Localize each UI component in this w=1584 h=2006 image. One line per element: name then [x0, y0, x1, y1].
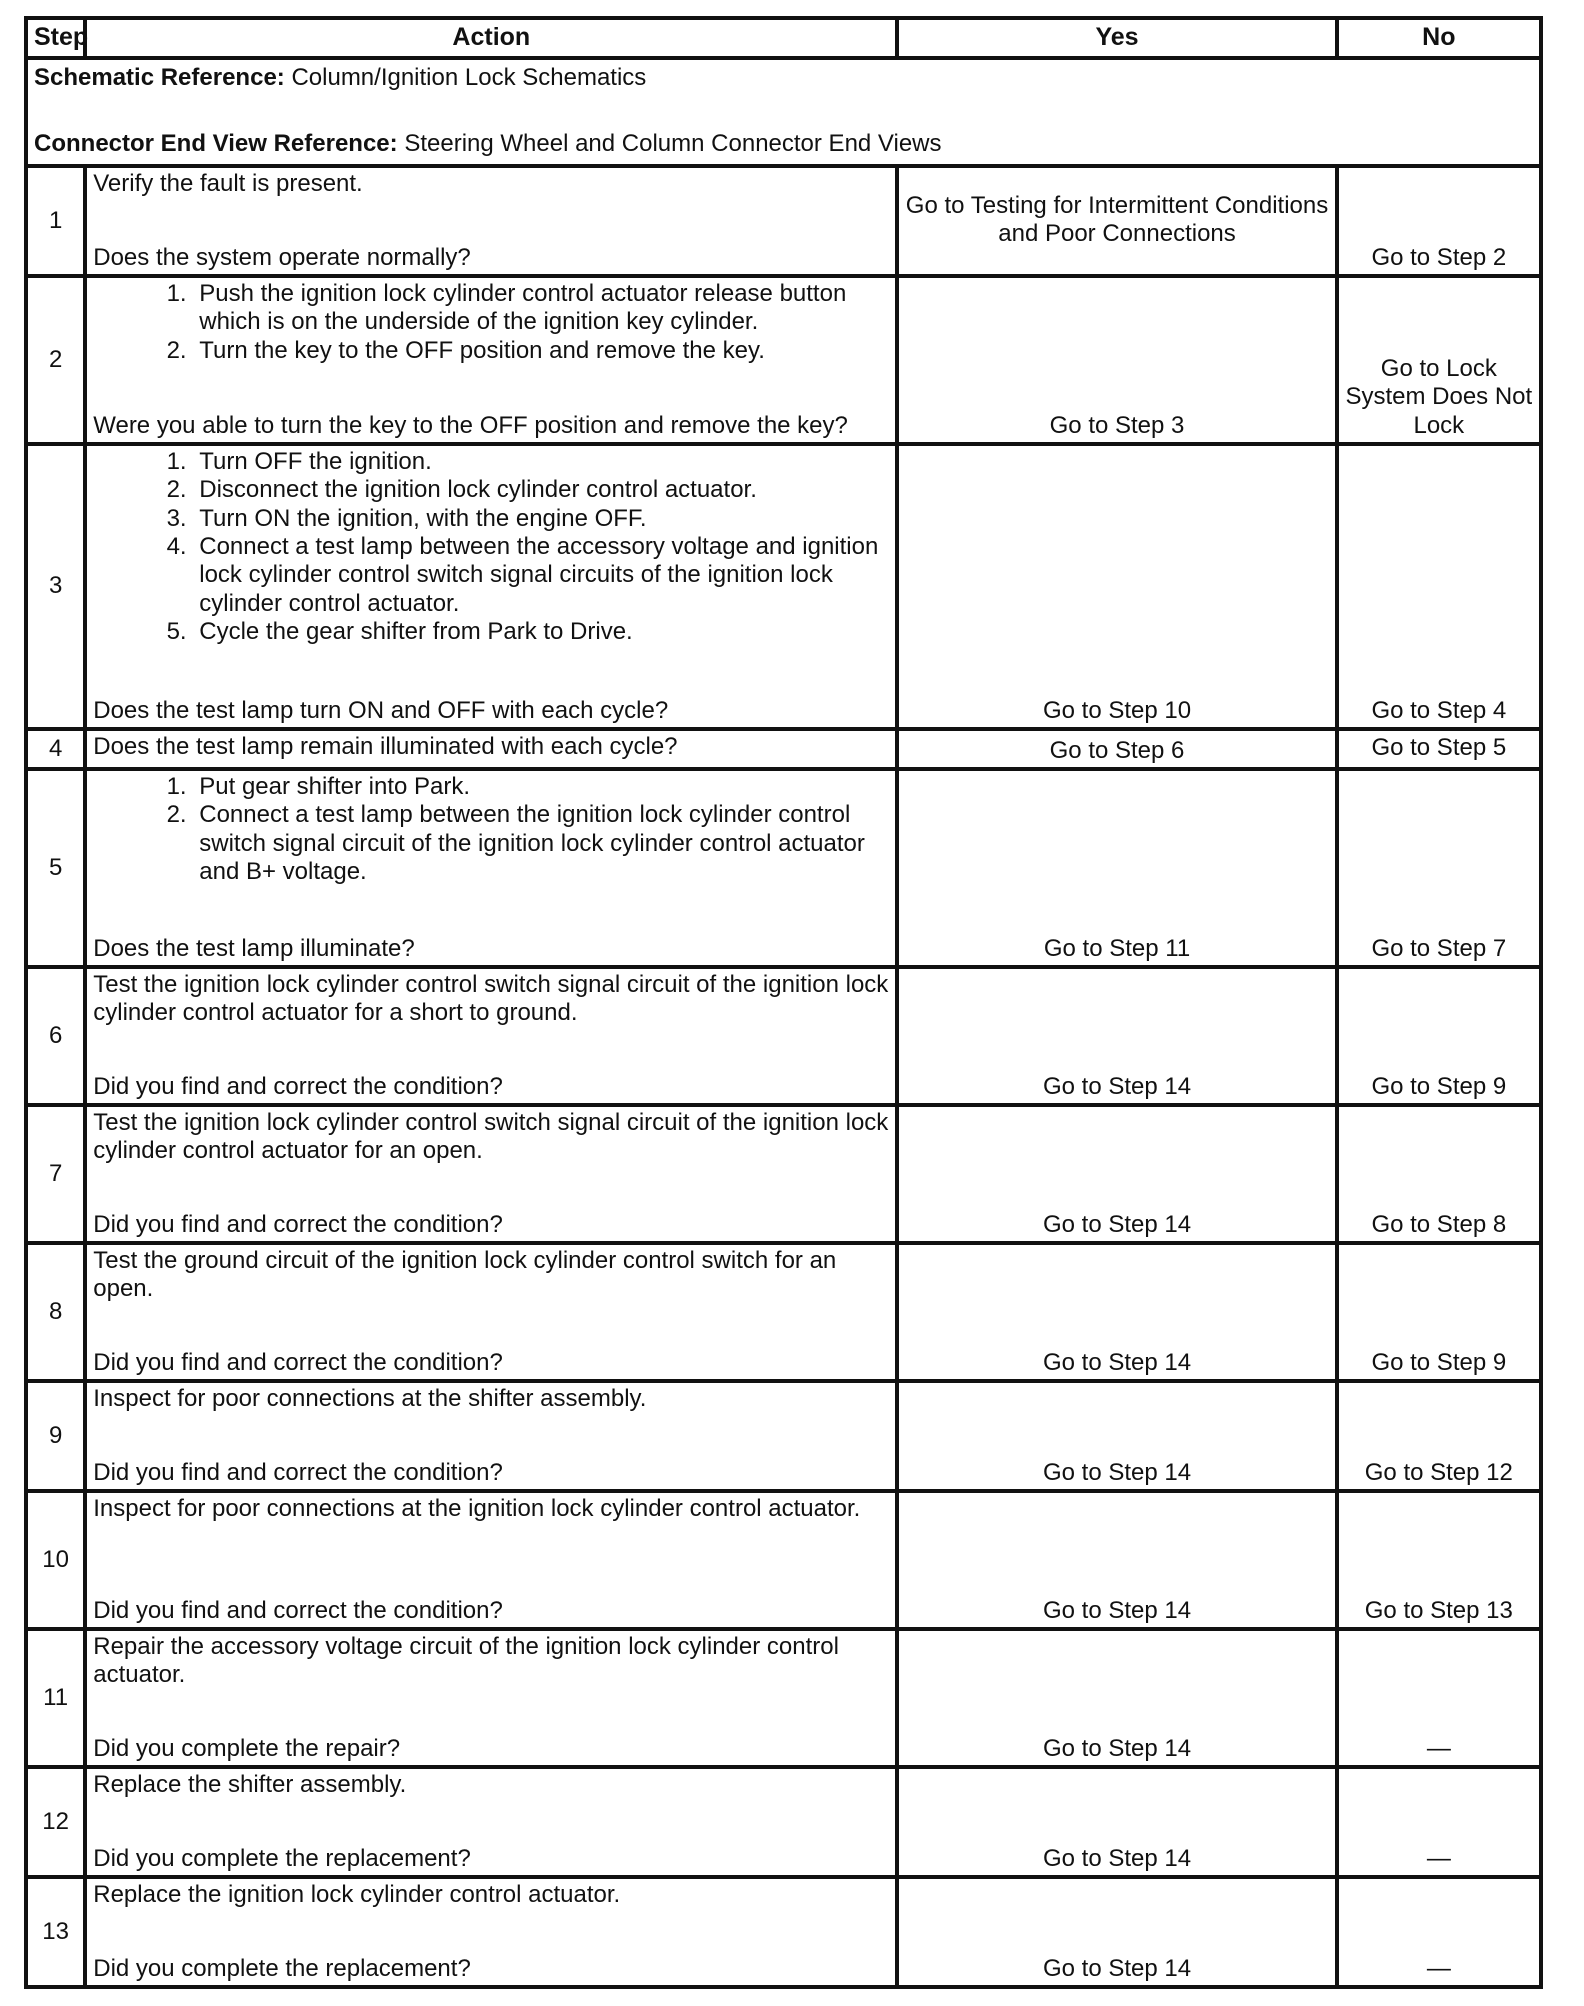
- yes-result[interactable]: Go to Testing for Intermittent Conditions and Poor Connections: [897, 166, 1336, 276]
- table-row: [26, 967, 1541, 1105]
- no-result[interactable]: Go to Step 9: [1337, 967, 1541, 1105]
- table-row: [26, 444, 1541, 729]
- connector-reference: [34, 130, 1533, 158]
- action-content: [93, 1247, 889, 1377]
- action-header: Action: [85, 18, 897, 58]
- no-result[interactable]: Go to Step 4: [1337, 444, 1541, 729]
- action-question: Did you find and correct the condition?: [93, 1210, 503, 1238]
- action-content: [93, 1109, 889, 1239]
- table-row: [26, 276, 1541, 444]
- no-result-none: —: [1337, 1767, 1541, 1877]
- action-cell: [85, 967, 897, 1105]
- action-question: Did you find and correct the condition?: [93, 1596, 503, 1624]
- action-cell: [85, 1381, 897, 1491]
- action-question: Does the test lamp remain illuminated with each cycle?: [93, 733, 678, 760]
- action-cell: [85, 1105, 897, 1243]
- action-content: [93, 971, 889, 1101]
- yes-result[interactable]: Go to Step 14: [897, 1243, 1336, 1381]
- action-cell: [85, 1767, 897, 1877]
- schematic-reference-link[interactable]: Column/Ignition Lock Schematics: [291, 64, 647, 91]
- yes-result[interactable]: Go to Step 10: [897, 444, 1336, 729]
- step-number: 3: [26, 444, 85, 729]
- action-step-item: 5. Cycle the gear shifter from Park to Drive.: [193, 618, 889, 646]
- action-question: Did you find and correct the condition?: [93, 1458, 503, 1486]
- action-text: Repair the accessory voltage circuit of the ignition lock cylinder control actuator.: [93, 1633, 839, 1689]
- action-instructions: [93, 1771, 889, 1799]
- table-row: [26, 1381, 1541, 1491]
- no-result-none: —: [1337, 1877, 1541, 1987]
- step-number: 7: [26, 1105, 85, 1243]
- action-cell: [85, 1243, 897, 1381]
- action-cell: [85, 769, 897, 967]
- action-cell: [85, 444, 897, 729]
- step-number: 1: [26, 166, 85, 276]
- action-content: [93, 1881, 889, 1983]
- no-result[interactable]: Go to Step 2: [1337, 166, 1541, 276]
- action-steps-list: [93, 448, 889, 646]
- table-row: [26, 166, 1541, 276]
- no-result-none: —: [1337, 1629, 1541, 1767]
- step-header: Step: [26, 18, 85, 58]
- action-instructions: [93, 170, 889, 198]
- action-instructions: [93, 1385, 889, 1413]
- action-step-item: 2. Connect a test lamp between the ignition lock cylinder control switch signal circuit of the ignition lock cylinder control actuator and B+ voltage.: [193, 801, 889, 886]
- action-question: Does the system operate normally?: [93, 243, 471, 271]
- no-result[interactable]: Go to Step 7: [1337, 769, 1541, 967]
- action-step-item: 3. Turn ON the ignition, with the engine OFF.: [193, 505, 889, 533]
- action-text: Replace the shifter assembly.: [93, 1771, 407, 1798]
- action-instructions: [93, 1247, 889, 1304]
- action-instructions: [93, 1881, 889, 1909]
- action-instructions: [93, 1109, 889, 1166]
- action-content: [93, 170, 889, 272]
- action-content: [93, 1771, 889, 1873]
- action-question: Did you complete the replacement?: [93, 1954, 471, 1982]
- action-content: [93, 280, 889, 440]
- yes-result[interactable]: Go to Step 11: [897, 769, 1336, 967]
- step-number: 13: [26, 1877, 85, 1987]
- action-text: Replace the ignition lock cylinder control actuator.: [93, 1881, 621, 1908]
- action-text: Inspect for poor connections at the ignition lock cylinder control actuator.: [93, 1495, 861, 1522]
- action-question: Did you complete the replacement?: [93, 1844, 471, 1872]
- diagnostic-table: [24, 16, 1543, 1989]
- action-step-item: 1. Turn OFF the ignition.: [193, 448, 889, 476]
- action-instructions: [93, 1495, 889, 1523]
- action-question: Did you find and correct the condition?: [93, 1348, 503, 1376]
- action-step-item: 2. Turn the key to the OFF position and remove the key.: [193, 337, 889, 365]
- step-number: 8: [26, 1243, 85, 1381]
- action-steps-list: [93, 773, 889, 886]
- table-row: [26, 1877, 1541, 1987]
- action-cell: [85, 1629, 897, 1767]
- no-result[interactable]: Go to Step 13: [1337, 1491, 1541, 1629]
- no-result[interactable]: Go to Step 12: [1337, 1381, 1541, 1491]
- step-number: 4: [26, 729, 85, 769]
- action-question: Did you complete the repair?: [93, 1734, 401, 1762]
- action-text: Inspect for poor connections at the shifter assembly.: [93, 1385, 647, 1412]
- action-content: [93, 773, 889, 963]
- action-instructions: [93, 280, 889, 365]
- no-result[interactable]: Go to Step 9: [1337, 1243, 1541, 1381]
- action-question: Does the test lamp turn ON and OFF with each cycle?: [93, 696, 669, 724]
- table-row: [26, 1767, 1541, 1877]
- action-text: Verify the fault is present.: [93, 170, 363, 197]
- no-header: No: [1337, 18, 1541, 58]
- table-row: [26, 769, 1541, 967]
- action-text: Test the ignition lock cylinder control switch signal circuit of the ignition lock cylinder control actuator for an open.: [93, 1109, 889, 1165]
- table-row: [26, 1243, 1541, 1381]
- action-question: Were you able to turn the key to the OFF position and remove the key?: [93, 411, 848, 439]
- action-content: [93, 1633, 889, 1763]
- reference-cell: [26, 58, 1541, 166]
- action-text: Test the ignition lock cylinder control switch signal circuit of the ignition lock cylinder control actuator for a short to ground.: [93, 971, 889, 1027]
- step-number: 2: [26, 276, 85, 444]
- yes-result[interactable]: Go to Step 14: [897, 1381, 1336, 1491]
- step-number: 9: [26, 1381, 85, 1491]
- action-cell: [85, 729, 897, 769]
- action-step-item: 4. Connect a test lamp between the accessory voltage and ignition lock cylinder control switch signal circuits of the ignition lock cylinder control actuator.: [193, 533, 889, 618]
- table-row: [26, 1629, 1541, 1767]
- action-cell: [85, 1877, 897, 1987]
- yes-result[interactable]: Go to Step 6: [897, 729, 1336, 769]
- header-row: [26, 18, 1541, 58]
- yes-result[interactable]: Go to Step 14: [897, 1105, 1336, 1243]
- yes-result[interactable]: Go to Step 14: [897, 1767, 1336, 1877]
- action-step-item: 2. Disconnect the ignition lock cylinder control actuator.: [193, 476, 889, 504]
- yes-result[interactable]: Go to Step 14: [897, 1491, 1336, 1629]
- step-number: 10: [26, 1491, 85, 1629]
- yes-result[interactable]: Go to Step 14: [897, 1629, 1336, 1767]
- step-number: 12: [26, 1767, 85, 1877]
- action-steps-list: [93, 280, 889, 365]
- no-result[interactable]: Go to Step 5: [1337, 729, 1541, 769]
- action-cell: [85, 276, 897, 444]
- step-number: 6: [26, 967, 85, 1105]
- table-row: [26, 1491, 1541, 1629]
- action-instructions: [93, 448, 889, 646]
- schematic-reference: [34, 64, 1533, 92]
- yes-header: Yes: [897, 18, 1336, 58]
- step-number: 11: [26, 1629, 85, 1767]
- action-content: [93, 1495, 889, 1625]
- table-row: [26, 1105, 1541, 1243]
- action-content: [93, 448, 889, 725]
- connector-reference-label: Connector End View Reference:: [34, 130, 398, 158]
- action-step-item: 1. Put gear shifter into Park.: [193, 773, 889, 801]
- action-content: [93, 733, 889, 765]
- no-result[interactable]: Go to Lock System Does Not Lock: [1337, 276, 1541, 444]
- no-result[interactable]: Go to Step 8: [1337, 1105, 1541, 1243]
- schematic-reference-label: Schematic Reference:: [34, 64, 285, 91]
- action-cell: [85, 166, 897, 276]
- table-row: [26, 729, 1541, 769]
- action-instructions: [93, 1633, 889, 1690]
- yes-result[interactable]: Go to Step 3: [897, 276, 1336, 444]
- action-instructions: [93, 971, 889, 1028]
- yes-result[interactable]: Go to Step 14: [897, 1877, 1336, 1987]
- action-content: [93, 1385, 889, 1487]
- action-question: Does the test lamp illuminate?: [93, 934, 415, 962]
- action-text: Test the ground circuit of the ignition lock cylinder control switch for an open.: [93, 1247, 837, 1303]
- connector-reference-link[interactable]: Steering Wheel and Column Connector End Views: [404, 130, 942, 158]
- action-step-item: 1. Push the ignition lock cylinder control actuator release button which is on the underside of the ignition key cylinder.: [193, 280, 889, 337]
- action-instructions: [93, 773, 889, 886]
- action-question: Did you find and correct the condition?: [93, 1072, 503, 1100]
- step-number: 5: [26, 769, 85, 967]
- reference-row: [26, 58, 1541, 166]
- yes-result[interactable]: Go to Step 14: [897, 967, 1336, 1105]
- action-cell: [85, 1491, 897, 1629]
